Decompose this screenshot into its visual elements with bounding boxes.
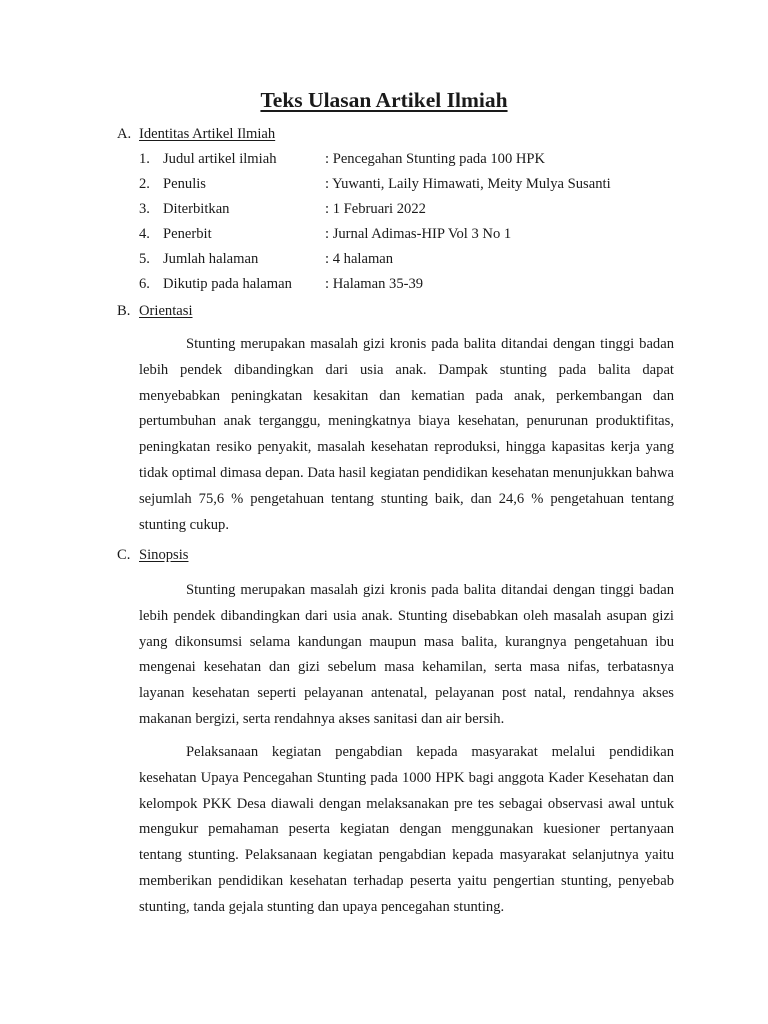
orientasi-paragraph: Stunting merupakan masalah gizi kronis pada balita ditandai dengan tinggi badan lebih pendek dibandingkan dari usia anak. Dampak stunting pada balita dapat menyebabkan peningkatan kesakitan dan kematian pada anak, perkembangan dan pertumbuhan anak terganggu, meningkatnya biaya kesehatan, penurunan produktifitas, peningkatan resiko penyakit, masalah kesehatan reproduksi, hingga kapasitas kerja yang tidak optimal dimasa depan. Data hasil kegiatan pendidikan kesehatan menunjukkan bahwa sejumlah 75,6 % pengetahuan tentang stunting baik, dan 24,6 % pengetahuan tentang stunting cukup.: [139, 336, 674, 533]
row-number: 1.: [139, 151, 150, 167]
section-b-heading: [117, 302, 193, 320]
row-number: 3.: [139, 201, 150, 217]
row-number: 6.: [139, 276, 150, 292]
section-c-heading: [117, 546, 188, 564]
section-a-heading: [117, 125, 275, 143]
row-key: Dikutip pada halaman: [163, 276, 292, 292]
sinopsis-paragraph-2: Pelaksanaan kegiatan pengabdian kepada masyarakat melalui pendidikan kesehatan Upaya Pencegahan Stunting pada 1000 HPK bagi anggota Kader Kesehatan dan kelompok PKK Desa diawali dengan melaksanakan pre tes sebagai observasi awal untuk mengukur pemahaman peserta kegiatan dengan menggunakan kuesioner pertanyaan tentang stunting. Pelaksanaan kegiatan pengabdian kepada masyarakat selanjutnya yaitu memberikan pendidikan kesehatan terhadap peserta yaitu pengertian stunting, penyebab stunting, tanda gejala stunting dan upaya pencegahan stunting.: [139, 744, 674, 915]
row-number: 5.: [139, 251, 150, 267]
row-value: : 4 halaman: [325, 251, 394, 267]
identity-row-publisher: [139, 225, 512, 243]
section-label: Identitas Artikel Ilmiah: [139, 126, 276, 142]
identity-row-title: [139, 150, 546, 168]
row-key: Penerbit: [163, 226, 212, 242]
row-key: Judul artikel ilmiah: [163, 151, 277, 167]
row-value: : 1 Februari 2022: [325, 201, 426, 217]
row-key: Penulis: [163, 176, 206, 192]
row-number: 4.: [139, 226, 150, 242]
section-letter: C.: [117, 547, 131, 563]
row-key: Diterbitkan: [163, 201, 230, 217]
section-letter: A.: [117, 126, 132, 142]
document-title: Teks Ulasan Artikel Ilmiah: [260, 88, 508, 112]
row-value: : Halaman 35-39: [325, 276, 424, 292]
section-label: Orientasi: [139, 303, 193, 319]
identity-row-page-count: [139, 250, 394, 268]
identity-row-author: [139, 175, 611, 193]
row-number: 2.: [139, 176, 150, 192]
identity-row-cited-pages: [139, 275, 424, 293]
row-key: Jumlah halaman: [163, 251, 259, 267]
row-value: : Jurnal Adimas-HIP Vol 3 No 1: [325, 226, 512, 242]
identity-row-published: [139, 200, 426, 218]
section-letter: B.: [117, 303, 131, 319]
sinopsis-paragraph-1: Stunting merupakan masalah gizi kronis pada balita ditandai dengan tinggi badan lebih pendek dibandingkan dari usia anak. Stunting disebabkan oleh masalah asupan gizi yang dikonsumsi selama kandungan maupun masa balita, kurangnya pengetahuan ibu mengenai kesehatan dan gizi sebelum masa kehamilan, serta masa nifas, terbatasnya layanan kesehatan seperti pelayanan antenatal, pelayanan post natal, rendahnya akses makanan bergizi, serta rendahnya akses sanitasi dan air bersih.: [139, 582, 674, 727]
row-value: : Pencegahan Stunting pada 100 HPK: [325, 151, 546, 167]
section-label: Sinopsis: [139, 547, 189, 563]
row-value: : Yuwanti, Laily Himawati, Meity Mulya Susanti: [325, 176, 611, 192]
